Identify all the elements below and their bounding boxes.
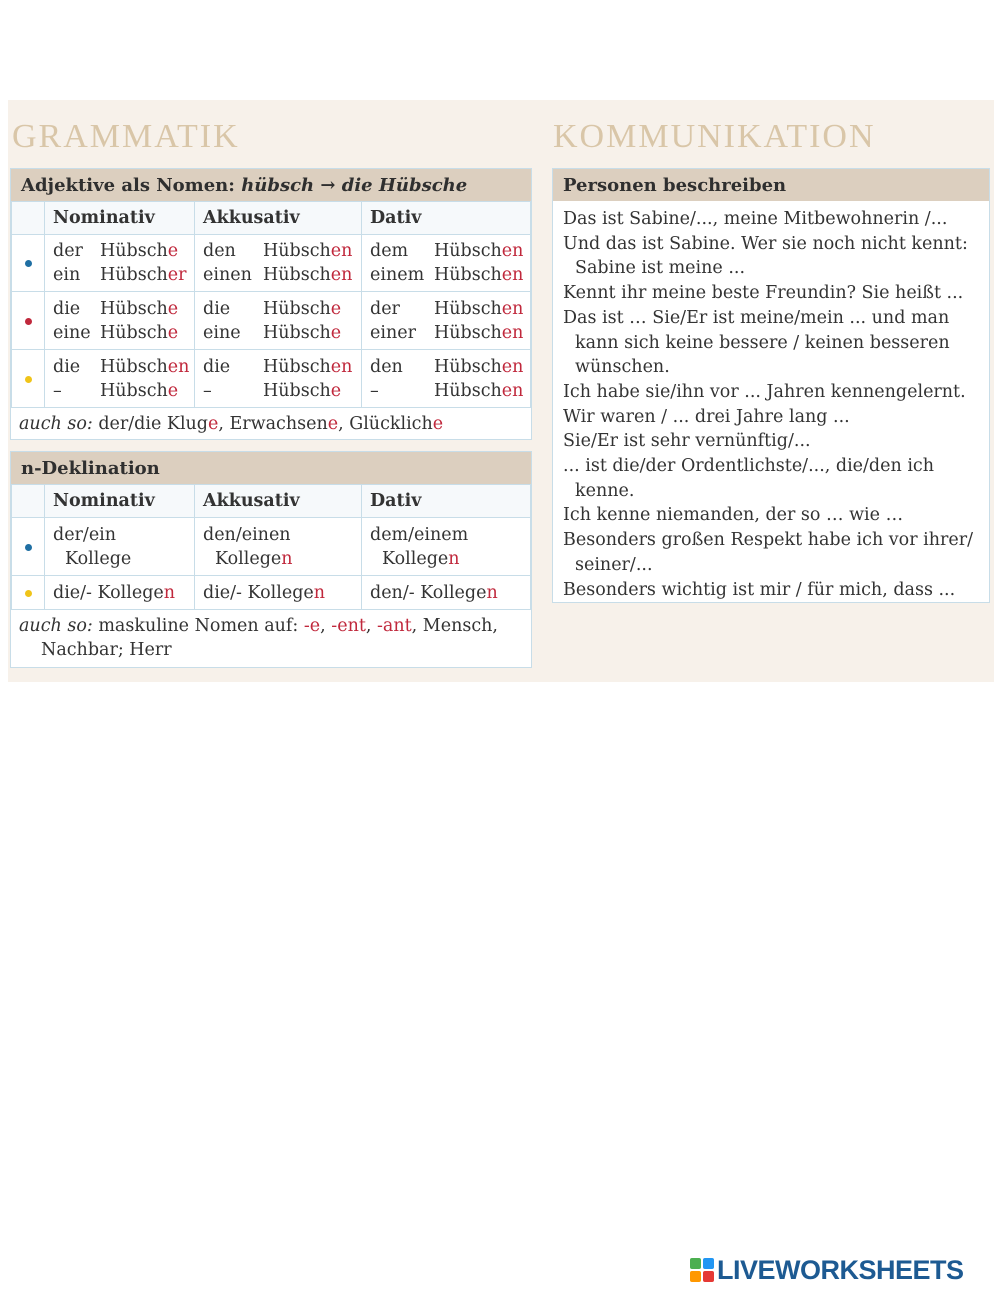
personen-beschreiben-box xyxy=(552,168,990,603)
table-header-row xyxy=(12,202,531,235)
list-item: wünschen. xyxy=(575,357,670,378)
n-deklination-note: auch so: maskuline Nomen auf: -e, -ent, -ant, Mensch, Nachbar; Herr xyxy=(19,616,498,660)
header-akkusativ: Akkusativ xyxy=(195,202,362,235)
liveworksheets-logo xyxy=(690,1255,964,1285)
list-item: Sabine ist meine ... xyxy=(575,258,746,279)
list-item: Besonders wichtig ist mir / für mich, dass ... xyxy=(563,579,956,600)
list-item: Das ist … Sie/Er ist meine/mein ... und man xyxy=(563,307,950,328)
adjektive-title-example: hübsch → die Hübsche xyxy=(241,175,468,196)
list-item: Ich kenne niemanden, der so … wie … xyxy=(563,505,904,526)
table-header-row xyxy=(12,485,531,518)
header-nominativ: Nominativ xyxy=(45,202,195,235)
grammatik-heading: GRAMMATIK xyxy=(12,118,240,155)
adjektive-title-prefix: Adjektive als Nomen: xyxy=(21,175,242,196)
list-item: ... ist die/der Ordentlichste/..., die/den ich xyxy=(563,456,934,477)
list-item: kann sich keine bessere / keinen besseren xyxy=(575,332,950,353)
list-item: Kennt ihr meine beste Freundin? Sie heißt ... xyxy=(563,283,964,304)
table-row-maskulin: der Hübsch e ein Hübsch er den Hübsch en einen Hübsch en dem Hübsch en einem Hübsch en xyxy=(12,235,531,292)
table-row-singular: der/ein Kollege den/einen Kollege n dem/einem Kollege n xyxy=(12,518,531,576)
header-dativ: Dativ xyxy=(362,485,531,518)
list-item: Das ist Sabine/..., meine Mitbewohnerin /... xyxy=(563,209,948,229)
header-akkusativ: Akkusativ xyxy=(195,485,362,518)
header-dativ: Dativ xyxy=(362,202,531,235)
kommunikation-heading: KOMMUNIKATION xyxy=(553,118,876,155)
feminine-dot-icon xyxy=(25,318,32,325)
adjektive-als-nomen-box xyxy=(10,168,532,440)
n-deklination-title: n-Deklination xyxy=(11,452,531,484)
list-item: seiner/... xyxy=(575,554,653,575)
plural-dot-icon xyxy=(25,376,32,383)
n-deklination-box xyxy=(10,451,532,668)
adjektive-table xyxy=(11,201,531,408)
adjektive-title xyxy=(11,169,531,201)
adjektive-note: auch so: der/die Kluge, Erwachsene, Glückliche xyxy=(19,414,444,434)
liveworksheets-icon xyxy=(690,1258,714,1282)
table-row-plural: die Hübsch en – Hübsch e die Hübsch en – Hübsch e den Hübsch en – Hübsch en xyxy=(12,350,531,408)
list-item: Besonders großen Respekt habe ich vor ihrer/ xyxy=(563,530,973,551)
list-item: Ich habe sie/ihn vor ... Jahren kennengelernt. xyxy=(563,381,966,402)
n-deklination-table xyxy=(11,484,531,610)
plural-dot-icon xyxy=(25,590,32,597)
table-row-plural: die/- Kollege n die/- Kollege n den/- Kollege n xyxy=(12,576,531,610)
personen-beschreiben-title: Personen beschreiben xyxy=(553,169,989,201)
liveworksheets-wordmark: LIVEWORKSHEETS xyxy=(717,1255,964,1285)
list-item: kenne. xyxy=(575,480,635,501)
header-nominativ: Nominativ xyxy=(45,485,195,518)
list-item: Und das ist Sabine. Wer sie noch nicht kennt: xyxy=(563,233,968,254)
table-row-feminin: die Hübsch e eine Hübsch e die Hübsch e eine Hübsch e der Hübsch en einer Hübsch en xyxy=(12,292,531,350)
list-item: Sie/Er ist sehr vernünftig/... xyxy=(563,431,811,452)
masculine-dot-icon xyxy=(25,544,32,551)
masculine-dot-icon xyxy=(25,260,32,267)
list-item: Wir waren / ... drei Jahre lang ... xyxy=(563,406,850,427)
phrase-list xyxy=(553,201,989,602)
